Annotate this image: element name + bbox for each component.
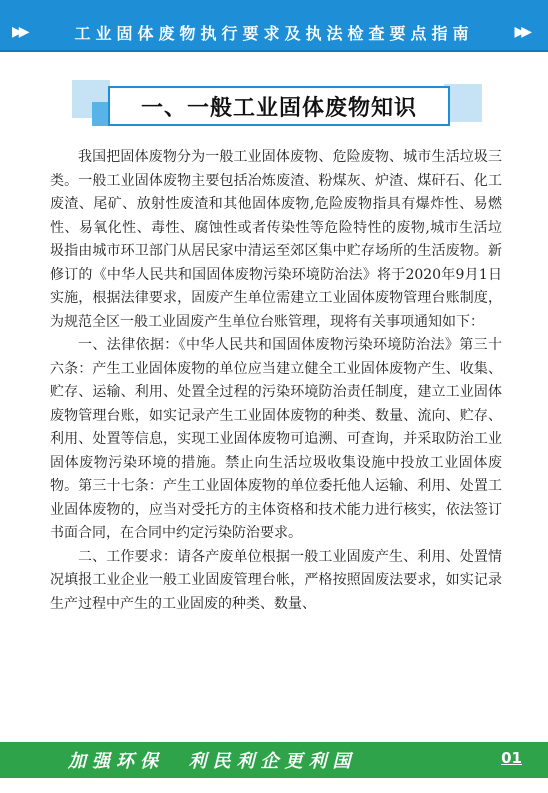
header-title: 工业固体废物执行要求及执法检查要点指南 xyxy=(74,24,474,43)
paragraph: 一、法律依据：《中华人民共和国固体废物污染环境防治法》第三十六条：产生工业固体废物的单位应当建立健全工业固体废物产生、收集、贮存、运输、利用、处置全过程的污染环境防治责任制度，建立工业固体废物管理台账，如实记录产生工业固体废物的种类、数量、流向、贮存、利用、处置等信息，实现工业固体废物可追溯、可查询，并采取防治工业固体废物污染环境的措施。禁止向生活垃圾收集设施中投放工业固体废物。第三十七条：产生工业固体废物的单位委托他人运输、利用、处置工业固体废物的，应当对受托方的主体资格和技术能力进行核实，依法签订书面合同，在合同中约定污染防治要求。 xyxy=(50,337,502,541)
paragraph: 二、工作要求：请各产废单位根据一般工业固废产生、利用、处置情况填报工业企业一般工业固废管理台帐，严格按照固废法要求，如实记录生产过程中产生的工业固废的种类、数量、 xyxy=(50,548,502,612)
double-arrow-icon: ▶▶ xyxy=(12,24,26,40)
section-title: 一、一般工业固体废物知识 xyxy=(108,86,450,126)
page-number: 01 xyxy=(501,749,522,767)
paragraph: 我国把固体废物分为一般工业固体废物、危险废物、城市生活垃圾三类。一般工业固体废物主要包括冶炼废渣、粉煤灰、炉渣、煤矸石、化工废渣、尾矿、放射性废渣和其他固体废物,危险废物指具有爆炸性、易燃性、易氧化性、毒性、腐蚀性或者传染性等危险特性的废物,城市生活垃圾指由城市环卫部门从居民家中清运至郊区集中贮存场所的生活废物。新修订的《中华人民共和国固体废物污染环境防治法》将于2020年9月1日实施，根据法律要求，固废产生单位需建立工业固体废物管理台账制度，为规范全区一般工业固废产生单位台账管理，现将有关事项通知如下： xyxy=(50,149,502,330)
body-text xyxy=(50,146,502,616)
section-heading xyxy=(72,80,482,132)
footer-slogan: 加强环保 利民利企更利国 xyxy=(68,751,357,772)
bottom-margin xyxy=(0,778,548,793)
header-bar xyxy=(0,0,548,52)
footer-bar xyxy=(0,742,548,778)
double-arrow-icon: ▶▶ xyxy=(514,24,528,40)
